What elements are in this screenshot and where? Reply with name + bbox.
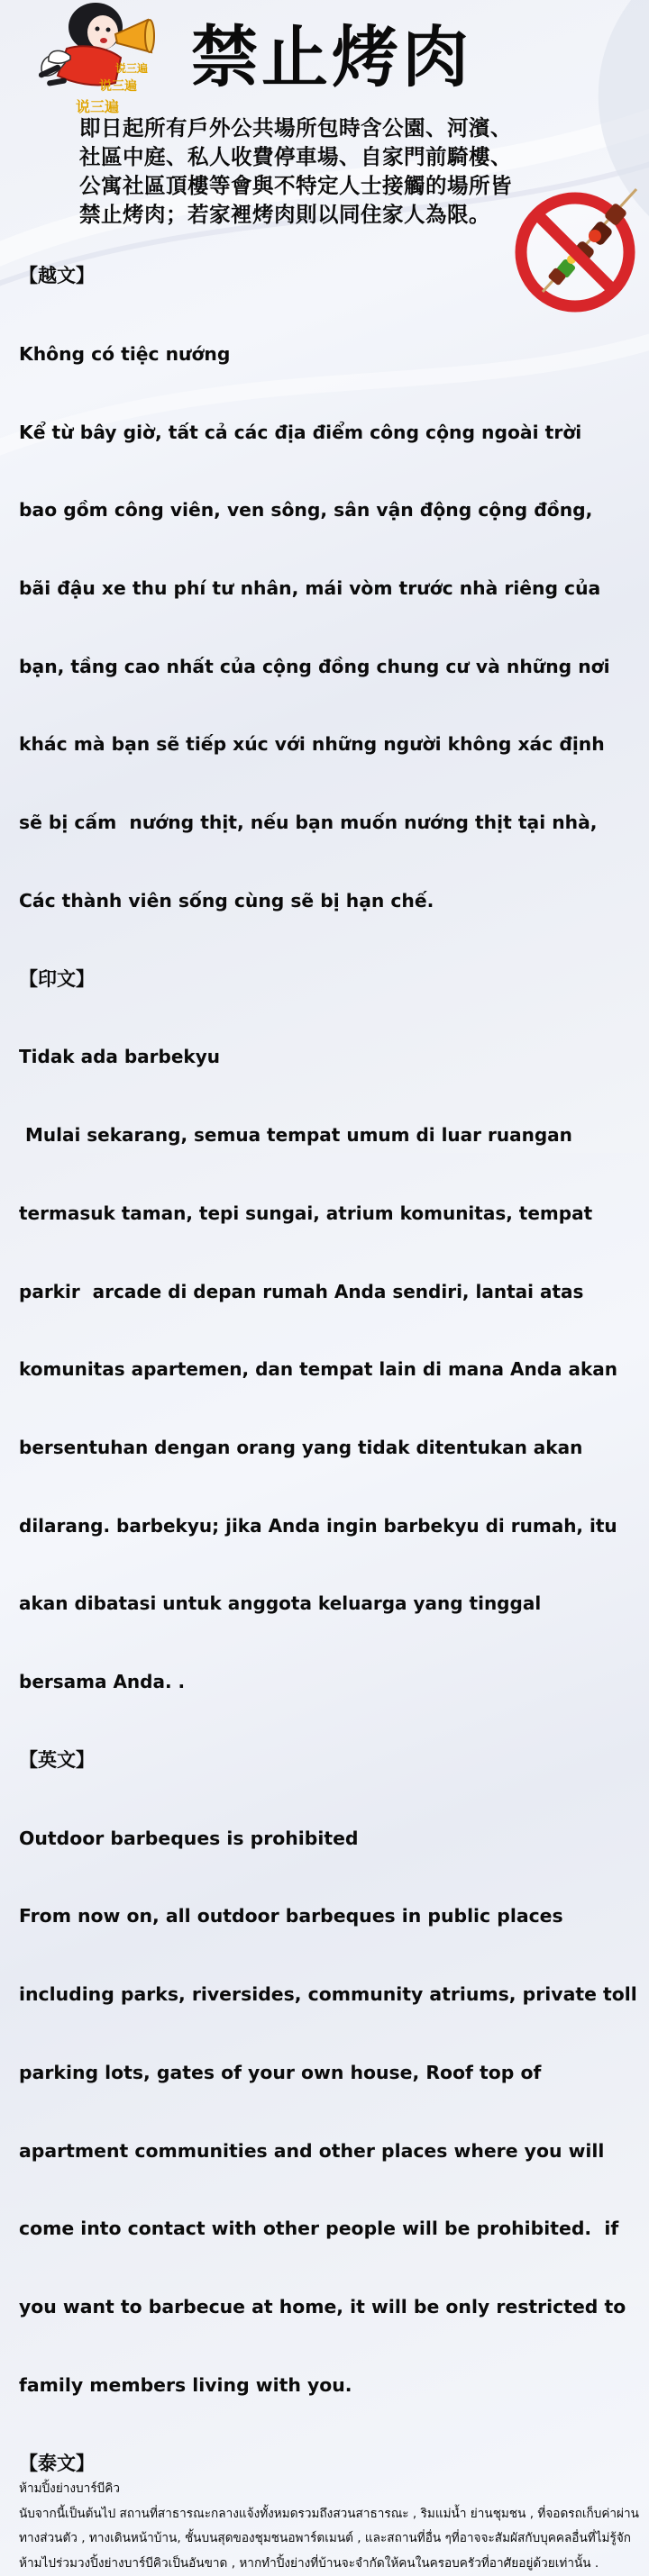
- section-label-english: 【英文】: [19, 1748, 95, 1771]
- section-text-indonesian: [19, 993, 641, 1747]
- section-text-vietnamese: [19, 289, 641, 966]
- chinese-notice-line: 禁止烤肉；若家裡烤肉則以同住家人為限。: [79, 202, 490, 227]
- section-text-thai: [19, 2477, 641, 2576]
- text-line: parking lots, gates of your own house, Roof top of: [19, 2061, 542, 2083]
- text-line: Kể từ bây giờ, tất cả các địa điểm công cộng ngoài trời: [19, 421, 582, 443]
- text-line: sẽ bị cấm nướng thịt, nếu bạn muốn nướng thịt tại nhà,: [19, 812, 598, 834]
- text-line: From now on, all outdoor barbeques in public places: [19, 1905, 563, 1927]
- text-line: apartment communities and other places where you will: [19, 2139, 605, 2162]
- text-line: Outdoor barbeques is prohibited: [19, 1827, 359, 1849]
- text-line: termasuk taman, tepi sungai, atrium komunitas, tempat: [19, 1202, 593, 1224]
- text-line: bãi đậu xe thu phí tư nhân, mái vòm trước nhà riêng của: [19, 576, 601, 599]
- chinese-notice-line: 即日起所有戶外公共場所包時含公園、河濱、: [79, 115, 512, 141]
- section-label-indonesian: 【印文】: [19, 967, 95, 990]
- text-line: dilarang. barbekyu; jika Anda ingin barbekyu di rumah, itu: [19, 1514, 617, 1537]
- text-line: ห้ามปิ้งย่างบาร์บีคิว: [19, 2481, 120, 2497]
- text-line: including parks, riversides, community atriums, private toll: [19, 1983, 637, 2006]
- section-label-thai: 【泰文】: [19, 2453, 95, 2475]
- page-title: 禁止烤肉: [191, 19, 472, 96]
- mascot-text-2: 说三遍: [99, 79, 137, 94]
- text-line: bersama Anda. .: [19, 1671, 186, 1693]
- text-line: family members living with you.: [19, 2373, 352, 2396]
- megaphone-girl-mascot: [32, 0, 159, 119]
- text-line: Tidak ada barbekyu: [19, 1046, 220, 1068]
- text-line: bao gồm công viên, ven sông, sân vận động cộng đồng,: [19, 499, 593, 522]
- chinese-notice-line: 社區中庭、私人收費停車場、自家門前騎樓、: [79, 144, 512, 169]
- text-line: akan dibatasi untuk anggota keluarga yang tinggal: [19, 1592, 542, 1615]
- text-line: Các thành viên sống cùng sẽ bị hạn chế.: [19, 889, 434, 912]
- text-line: come into contact with other people will be prohibited. if: [19, 2218, 619, 2240]
- text-line: Không có tiệc nướng: [19, 342, 231, 365]
- multilingual-content: [19, 263, 641, 2576]
- text-line: นับจากนี้เป็นต้นไป สถานที่สาธารณะกลางแจ้งทั้งหมดรวมถึงสวนสาธารณะ , ริมแม่น้ำ ย่านชุมชน , ที่จอดรถเก็บค่าผ่านทางส่วนตัว , ทางเดินหน้าบ้าน, ชั้นบนสุดของชุมชนอพาร์ตเมนต์ , และสถานที่อื่น ๆที่อาจจะสัมผัสกับบุคคลอื่นที่ไม่รู้จักห้ามไปร่วมวงปิ้งย่างบาร์บีคิวเป็นอันขาด , หากทำปิ้งย่างที่บ้านจะจำกัดให้คนในครอบครัวที่อาศัยอยู่ด้วยเท่านั้น .: [19, 2506, 639, 2571]
- text-line: you want to barbecue at home, it will be only restricted to: [19, 2295, 626, 2317]
- section-label-vietnamese: 【越文】: [19, 265, 95, 286]
- mascot-text-3: 说三遍: [76, 98, 120, 115]
- chinese-notice-line: 公寓社區頂樓等會與不特定人士接觸的場所皆: [79, 173, 512, 198]
- text-line: bersentuhan dengan orang yang tidak ditentukan akan: [19, 1436, 583, 1458]
- text-line: komunitas apartemen, dan tempat lain di mana Anda akan: [19, 1358, 618, 1381]
- text-line: parkir arcade di depan rumah Anda sendiri, lantai atas: [19, 1280, 584, 1302]
- mascot-text-1: 说三遍: [115, 62, 149, 75]
- text-line: bạn, tầng cao nhất của cộng đồng chung cư và những nơi: [19, 655, 610, 677]
- text-line: khác mà bạn sẽ tiếp xúc với những người không xác định: [19, 733, 605, 756]
- text-line: Mulai sekarang, semua tempat umum di luar ruangan: [19, 1124, 572, 1147]
- section-text-english: [19, 1773, 641, 2451]
